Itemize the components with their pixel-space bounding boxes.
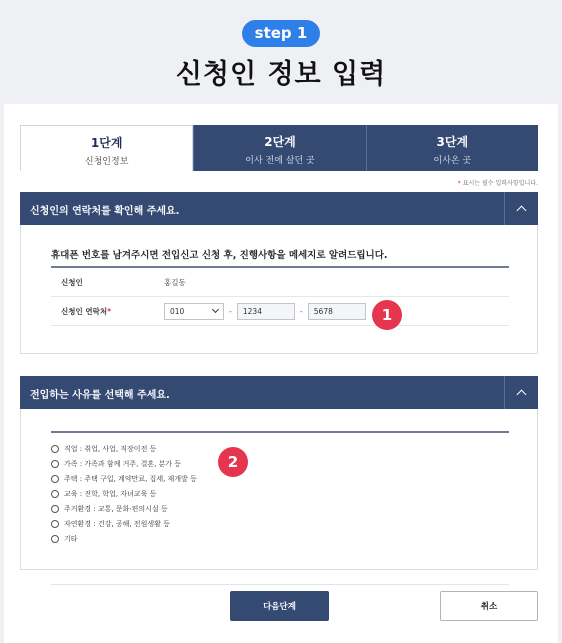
- radio-icon: [51, 535, 59, 543]
- radio-icon: [51, 445, 59, 453]
- name-label: 신청인: [61, 277, 83, 287]
- reason-option-label: 직업 : 취업, 사업, 직장이전 등: [64, 444, 157, 453]
- page-title: 신청인 정보 입력: [175, 59, 387, 90]
- reason-list-divider: [51, 584, 509, 585]
- contact-section-title: 신청인의 연락처를 확인해 주세요.: [30, 206, 180, 217]
- reason-option-label: 주택 : 주택 구입, 계약만료, 집세, 재개발 등: [64, 474, 197, 483]
- radio-icon: [51, 490, 59, 498]
- next-step-button[interactable]: 다음단계: [230, 591, 329, 621]
- reason-collapse-button[interactable]: [504, 376, 538, 409]
- reason-section-body: [20, 409, 538, 570]
- reason-option[interactable]: [51, 456, 197, 471]
- radio-icon: [51, 505, 59, 513]
- tab-step-1-number: 1단계: [90, 136, 123, 150]
- phone-prefix-value: 010: [170, 306, 185, 316]
- phone-separator: -: [299, 306, 303, 316]
- annotation-badge-2: 2: [218, 447, 248, 477]
- radio-icon: [51, 520, 59, 528]
- reason-option[interactable]: [51, 531, 197, 546]
- reason-option-label: 교육 : 진학, 학업, 자녀교육 등: [64, 489, 157, 498]
- reason-option-label: 기타: [64, 534, 78, 543]
- reason-option[interactable]: [51, 441, 197, 456]
- tab-step-2[interactable]: [193, 125, 365, 171]
- contact-form-table: [51, 266, 509, 326]
- reason-option-label: 가족 : 가족과 함께 거주, 결혼, 분가 등: [64, 459, 182, 468]
- reason-section-title: 전입하는 사유를 선택해 주세요.: [30, 390, 170, 401]
- phone-row: [51, 297, 509, 326]
- reason-option[interactable]: [51, 486, 197, 501]
- tab-step-3-number: 3단계: [436, 135, 469, 149]
- reason-option[interactable]: [51, 471, 197, 486]
- name-value: 홍길동: [164, 277, 186, 287]
- required-star: *: [457, 180, 461, 187]
- phone-label-text: 신청인 연락처: [61, 306, 108, 316]
- phone-inputs: [164, 303, 366, 320]
- radio-icon: [51, 460, 59, 468]
- contact-collapse-button[interactable]: [504, 192, 538, 225]
- tab-step-1-desc: 신청인정보: [84, 157, 129, 167]
- reason-radio-group: [51, 441, 197, 546]
- contact-section-body: [20, 225, 538, 354]
- phone-middle-field[interactable]: 1234: [237, 303, 295, 320]
- contact-notice: 휴대폰 번호를 남겨주시면 전입신고 신청 후, 진행사항을 메세지로 알려드립니다.: [51, 250, 388, 261]
- chevron-up-icon: [517, 206, 527, 216]
- phone-label: [51, 306, 164, 317]
- tab-step-2-number: 2단계: [264, 135, 296, 149]
- required-star: *: [107, 306, 112, 316]
- phone-last-field[interactable]: 5678: [308, 303, 366, 320]
- tab-step-2-desc: 이사 전에 살던 곳: [245, 156, 315, 166]
- required-note-text: 표시는 필수 입력사항입니다.: [462, 180, 538, 187]
- annotation-badge-1: 1: [372, 300, 402, 330]
- radio-icon: [51, 475, 59, 483]
- chevron-up-icon: [517, 390, 527, 400]
- tab-step-3[interactable]: [366, 125, 538, 171]
- reason-option-label: 주거환경 : 교통, 문화·편의시설 등: [64, 504, 168, 513]
- phone-prefix-select[interactable]: [164, 303, 224, 320]
- reason-section-header: [20, 376, 538, 409]
- step-badge: step 1: [242, 20, 320, 47]
- reason-divider: [51, 431, 509, 433]
- required-note: [458, 178, 538, 187]
- cancel-button[interactable]: 취소: [440, 591, 538, 621]
- phone-separator: -: [229, 306, 232, 316]
- chevron-down-icon: [212, 306, 219, 313]
- name-row: [51, 268, 509, 297]
- reason-option[interactable]: [51, 501, 197, 516]
- step-tabs: [20, 125, 538, 171]
- reason-option[interactable]: [51, 516, 197, 531]
- contact-section-header: [20, 192, 538, 225]
- reason-option-label: 자연환경 : 건강, 공해, 전원생활 등: [64, 519, 170, 528]
- tab-step-3-desc: 이사온 곳: [433, 156, 472, 166]
- tab-step-1[interactable]: [20, 125, 193, 171]
